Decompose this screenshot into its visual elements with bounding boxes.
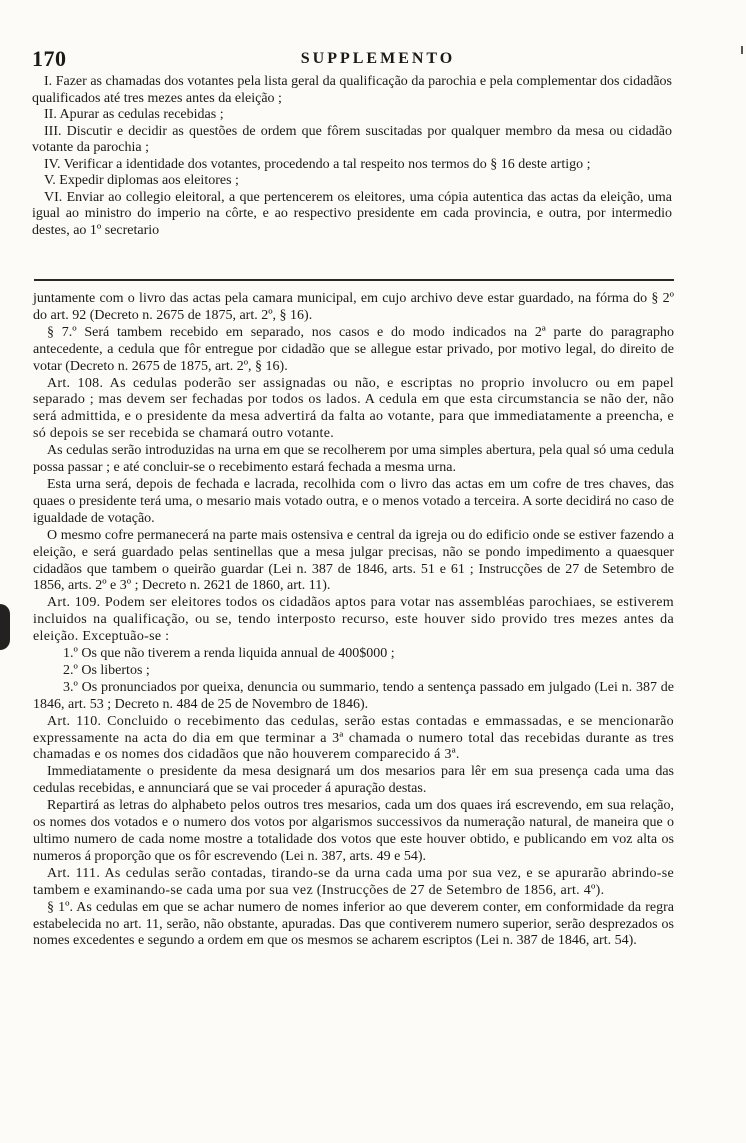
continuation-paragraph: juntamente com o livro das actas pela camara municipal, em cujo archivo deve estar guardado, na fórma do § 2º do art. 92 (Decreto n. 2675 de 1875, art. 2º, § 16). [33, 291, 674, 323]
exception-1: 1.º Os que não tiverem a renda liquida annual de 400$000 ; [63, 646, 395, 662]
paragraph-cofre-chaves: Esta urna será, depois de fechada e lacrada, recolhida com o livro das actas em um cofre de tres chaves, das quaes o presidente terá uma, o mesario mais votado outra, e o menos votado a terceira. A sorte decidirá no caso de igualdade de votação. [33, 476, 674, 526]
lower-text-block [33, 291, 674, 950]
article-111: Art. 111. As cedulas serão contadas, tirando-se da urna cada uma por sua vez, e se apurarão abrindo-se tambem e examinando-se cada uma por sua vez (Instrucções de 27 de Setembro de 1856, art. 4º). [33, 865, 674, 898]
upper-text-block [32, 74, 672, 239]
edge-mark [741, 46, 743, 54]
paragraph-alphabeto: Repartirá as letras do alphabeto pelos outros tres mesarios, cada um dos quaes irá escrevendo, em sua relação, os nomes dos votados e o numero dos votos por algarismos successivos da numeração natural, de maneira que o ultimo numero de cada nome mostre a totalidade dos votos que este houver obtido, e publicando em voz alta os numeros á proporção que os fôr escrevendo (Lei n. 387, arts. 49 e 54). [33, 798, 674, 864]
paragraph-cofre-guarda: O mesmo cofre permanecerá na parte mais ostensiva e central da igreja ou do edificio onde se estiver fazendo a eleição, e será guardado pelas sentinellas que a mesa julgar precisas, não se pondo impedimento a quaesquer cidadãos que tambem o queirão guardar (Lei n. 387 de 1846, arts. 51 e 61 ; Instrucções de 27 de Setembro de 1856, arts. 2º e 3º ; Decreto n. 2621 de 1860, art. 11). [33, 527, 674, 594]
page-header [20, 46, 736, 72]
section-divider [34, 279, 674, 281]
paragraph-section-1: § 1º. As cedulas em que se achar numero de nomes inferior ao que deverem conter, em conformidade da regra estabelecida no art. 11, serão, não obstante, apuradas. Das que contiverem numero superior, serão desprezados os nomes excedentes e segundo a ordem em que os mesmos se acharem escriptos (Lei n. 387 de 1846, art. 54). [33, 899, 674, 949]
item-ii: II. Apurar as cedulas recebidas ; [44, 107, 224, 122]
paragraph-urna: As cedulas serão introduzidas na urna em que se recolherem por uma simples abertura, pela qual só uma cedula possa passar ; e até concluir-se o recebimento estará fechada a mesma urna. [33, 443, 674, 476]
binding-mark [0, 604, 10, 650]
article-108: Art. 108. As cedulas poderão ser assignadas ou não, e escriptas no proprio involucro ou em papel separado ; mas devem ser fechadas por todos os lados. A cedula em que esta circumstancia se não der, não será admittida, e o presidente da mesa advertirá da falta ao votante, para que immediatamente a preencha, e só depois se ser recebida se chamará outro votante. [33, 375, 674, 442]
running-title: SUPPLEMENTO [300, 50, 456, 67]
page-number: 170 [32, 46, 67, 71]
article-109: Art. 109. Podem ser eleitores todos os cidadãos aptos para votar nas assembléas parochiaes, se estiverem incluidos na qualificação, ou se, tendo interposto recurso, este houver sido provido tres mezes antes da eleição. Exceptuão-se : [33, 595, 674, 645]
item-i: I. Fazer as chamadas dos votantes pela lista geral da qualificação da parochia e pela complementar dos cidadãos qualificados até tres mezes antes da eleição ; [32, 74, 672, 106]
item-iv: IV. Verificar a identidade dos votantes, procedendo a tal respeito nos termos do § 16 deste artigo ; [44, 156, 591, 172]
paragraph-section-7: § 7.º Será tambem recebido em separado, nos casos e do modo indicados na 2ª parte do paragrapho antecedente, a cedula que fôr entregue por cidadão que se allegue estar privado, por motivo legal, do direito de votar (Decreto n. 2675 de 1875, art. 2º, § 16). [33, 324, 674, 374]
exception-2: 2.º Os libertos ; [63, 662, 150, 678]
item-vi: VI. Enviar ao collegio eleitoral, a que pertencerem os eleitores, uma cópia autentica das actas da eleição, uma igual ao ministro do imperio na côrte, e ao respectivo presidente em cada provincia, e outra, por intermedio destes, ao 1º secretario [32, 189, 672, 238]
item-iii: III. Discutir e decidir as questões de ordem que fôrem suscitadas por qualquer membro da mesa ou cidadão votante da parochia ; [32, 123, 672, 155]
item-v: V. Expedir diplomas aos eleitores ; [44, 173, 239, 188]
article-110: Art. 110. Concluido o recebimento das cedulas, serão estas contadas e emmassadas, e se mencionarão expressamente na acta do dia em que terminar a 3ª chamada o numero total das recebidas durante as tres chamadas e os nomes dos cidadãos que não houverem comparecido á 3ª. [33, 713, 674, 763]
paragraph-presidente: Immediatamente o presidente da mesa designará um dos mesarios para lêr em sua presença cada uma das cedulas recebidas, e annunciará que se vai proceder á apuração destas. [33, 764, 674, 797]
exception-3: 3.º Os pronunciados por queixa, denuncia ou summario, tendo a sentença passado em julgado (Lei n. 387 de 1846, art. 53 ; Decreto n. 484 de 25 de Novembro de 1846). [33, 679, 674, 712]
